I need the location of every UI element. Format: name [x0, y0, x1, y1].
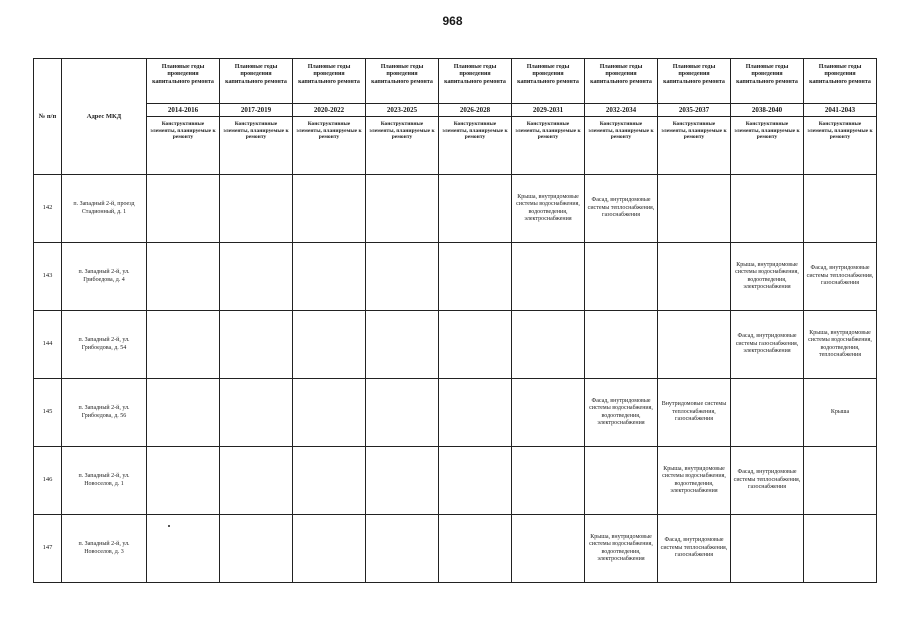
- page-number: 968: [442, 14, 463, 28]
- plan-cell: [439, 243, 512, 311]
- header-num: № п/п: [34, 59, 62, 175]
- header-elements: Конструктивные элементы, планируемые к ремонту: [731, 117, 804, 175]
- row-number: 142: [34, 175, 62, 243]
- plan-cell: Фасад, внутридомовые системы теплоснабжения, газоснабжения: [585, 175, 658, 243]
- period-header: 2017-2019: [220, 104, 293, 117]
- plan-cell: [439, 311, 512, 379]
- plan-cell: Крыша, внутридомовые системы водоснабжения, водоотведения, теплоснабжения: [804, 311, 877, 379]
- plan-cell: [585, 243, 658, 311]
- header-planned-years: Плановые годы проведения капитального ремонта: [366, 59, 439, 104]
- header-row-elements: [34, 117, 877, 175]
- header-planned-years: Плановые годы проведения капитального ремонта: [439, 59, 512, 104]
- plan-cell: [147, 243, 220, 311]
- plan-cell: [512, 243, 585, 311]
- header-planned-years: Плановые годы проведения капитального ремонта: [658, 59, 731, 104]
- table-row: [34, 379, 877, 447]
- plan-cell: [512, 311, 585, 379]
- row-address: п. Западный 2-й, ул. Новоселов, д. 3: [62, 515, 147, 583]
- row-number: 143: [34, 243, 62, 311]
- table-header: [34, 59, 877, 175]
- plan-cell: [293, 379, 366, 447]
- plan-cell: [147, 447, 220, 515]
- plan-cell: [147, 515, 220, 583]
- plan-cell: [293, 311, 366, 379]
- plan-cell: [220, 447, 293, 515]
- plan-cell: [658, 243, 731, 311]
- plan-cell: [512, 515, 585, 583]
- plan-cell: [731, 515, 804, 583]
- scan-speck: [168, 525, 170, 527]
- header-elements: Конструктивные элементы, планируемые к ремонту: [585, 117, 658, 175]
- plan-cell: [512, 379, 585, 447]
- plan-cell: [804, 447, 877, 515]
- plan-cell: [220, 175, 293, 243]
- header-planned-years: Плановые годы проведения капитального ремонта: [512, 59, 585, 104]
- row-number: 147: [34, 515, 62, 583]
- row-address: п. Западный 2-й, ул. Грибоедова, д. 56: [62, 379, 147, 447]
- table-row: [34, 447, 877, 515]
- header-elements: Конструктивные элементы, планируемые к ремонту: [512, 117, 585, 175]
- header-row-periods: [34, 104, 877, 117]
- plan-cell: [366, 175, 439, 243]
- period-header: 2014-2016: [147, 104, 220, 117]
- period-header: 2041-2043: [804, 104, 877, 117]
- plan-cell: [731, 175, 804, 243]
- plan-cell: [293, 447, 366, 515]
- plan-cell: [293, 515, 366, 583]
- plan-cell: Крыша, внутридомовые системы водоснабжения, водоотведения, электроснабжения: [658, 447, 731, 515]
- plan-cell: [731, 379, 804, 447]
- plan-cell: [366, 243, 439, 311]
- row-address: п. Западный 2-й, ул. Грибоедова, д. 54: [62, 311, 147, 379]
- plan-cell: [293, 243, 366, 311]
- plan-cell: [220, 515, 293, 583]
- plan-cell: [220, 311, 293, 379]
- period-header: 2032-2034: [585, 104, 658, 117]
- plan-cell: [439, 515, 512, 583]
- table-body: [34, 175, 877, 583]
- header-elements: Конструктивные элементы, планируемые к ремонту: [293, 117, 366, 175]
- row-address: п. Западный 2-й, ул. Новоселов, д. 1: [62, 447, 147, 515]
- table-row: [34, 515, 877, 583]
- table-row: [34, 311, 877, 379]
- plan-cell: Внутридомовые системы теплоснабжения, газоснабжения: [658, 379, 731, 447]
- header-elements: Конструктивные элементы, планируемые к ремонту: [804, 117, 877, 175]
- plan-cell: Крыша, внутридомовые системы водоснабжения, водоотведения, электроснабжения: [731, 243, 804, 311]
- header-elements: Конструктивные элементы, планируемые к ремонту: [147, 117, 220, 175]
- table-row: [34, 175, 877, 243]
- plan-cell: Крыша, внутридомовые системы водоснабжения, водоотведения, электроснабжения: [585, 515, 658, 583]
- plan-cell: [366, 515, 439, 583]
- plan-cell: Фасад, внутридомовые системы газоснабжения, электроснабжения: [731, 311, 804, 379]
- header-elements: Конструктивные элементы, планируемые к ремонту: [658, 117, 731, 175]
- table-row: [34, 243, 877, 311]
- header-planned-years: Плановые годы проведения капитального ремонта: [220, 59, 293, 104]
- plan-cell: [366, 379, 439, 447]
- plan-cell: Крыша: [804, 379, 877, 447]
- repair-schedule-table: [33, 58, 877, 583]
- plan-cell: [293, 175, 366, 243]
- header-planned-years: Плановые годы проведения капитального ремонта: [731, 59, 804, 104]
- period-header: 2026-2028: [439, 104, 512, 117]
- plan-cell: [439, 379, 512, 447]
- plan-cell: Фасад, внутридомовые системы водоснабжения, водоотведения, электроснабжения: [585, 379, 658, 447]
- header-elements: Конструктивные элементы, планируемые к ремонту: [220, 117, 293, 175]
- plan-cell: Фасад, внутридомовые системы теплоснабжения, газоснабжения: [731, 447, 804, 515]
- row-address: п. Западный 2-й, ул. Грибоедова, д. 4: [62, 243, 147, 311]
- plan-cell: [804, 175, 877, 243]
- header-row-planned-years: [34, 59, 877, 104]
- period-header: 2020-2022: [293, 104, 366, 117]
- plan-cell: [804, 515, 877, 583]
- period-header: 2038-2040: [731, 104, 804, 117]
- header-planned-years: Плановые годы проведения капитального ремонта: [147, 59, 220, 104]
- header-planned-years: Плановые годы проведения капитального ремонта: [585, 59, 658, 104]
- plan-cell: [366, 447, 439, 515]
- plan-cell: Фасад, внутридомовые системы теплоснабжения, газоснабжения: [658, 515, 731, 583]
- plan-cell: [439, 447, 512, 515]
- period-header: 2023-2025: [366, 104, 439, 117]
- plan-cell: [585, 311, 658, 379]
- row-address: п. Западный 2-й, проезд Стадионный, д. 1: [62, 175, 147, 243]
- header-elements: Конструктивные элементы, планируемые к ремонту: [439, 117, 512, 175]
- row-number: 145: [34, 379, 62, 447]
- period-header: 2029-2031: [512, 104, 585, 117]
- plan-cell: [439, 175, 512, 243]
- header-address: Адрес МКД: [62, 59, 147, 175]
- row-number: 146: [34, 447, 62, 515]
- plan-cell: Фасад, внутридомовые системы теплоснабжения, газоснабжения: [804, 243, 877, 311]
- header-elements: Конструктивные элементы, планируемые к ремонту: [366, 117, 439, 175]
- plan-cell: [585, 447, 658, 515]
- plan-cell: [658, 311, 731, 379]
- row-number: 144: [34, 311, 62, 379]
- plan-cell: [512, 447, 585, 515]
- plan-cell: Крыша, внутридомовые системы водоснабжения, водоотведения, электроснабжения: [512, 175, 585, 243]
- plan-cell: [220, 379, 293, 447]
- plan-cell: [658, 175, 731, 243]
- header-planned-years: Плановые годы проведения капитального ремонта: [804, 59, 877, 104]
- plan-cell: [220, 243, 293, 311]
- plan-cell: [147, 311, 220, 379]
- header-planned-years: Плановые годы проведения капитального ремонта: [293, 59, 366, 104]
- plan-cell: [147, 175, 220, 243]
- period-header: 2035-2037: [658, 104, 731, 117]
- plan-cell: [366, 311, 439, 379]
- plan-cell: [147, 379, 220, 447]
